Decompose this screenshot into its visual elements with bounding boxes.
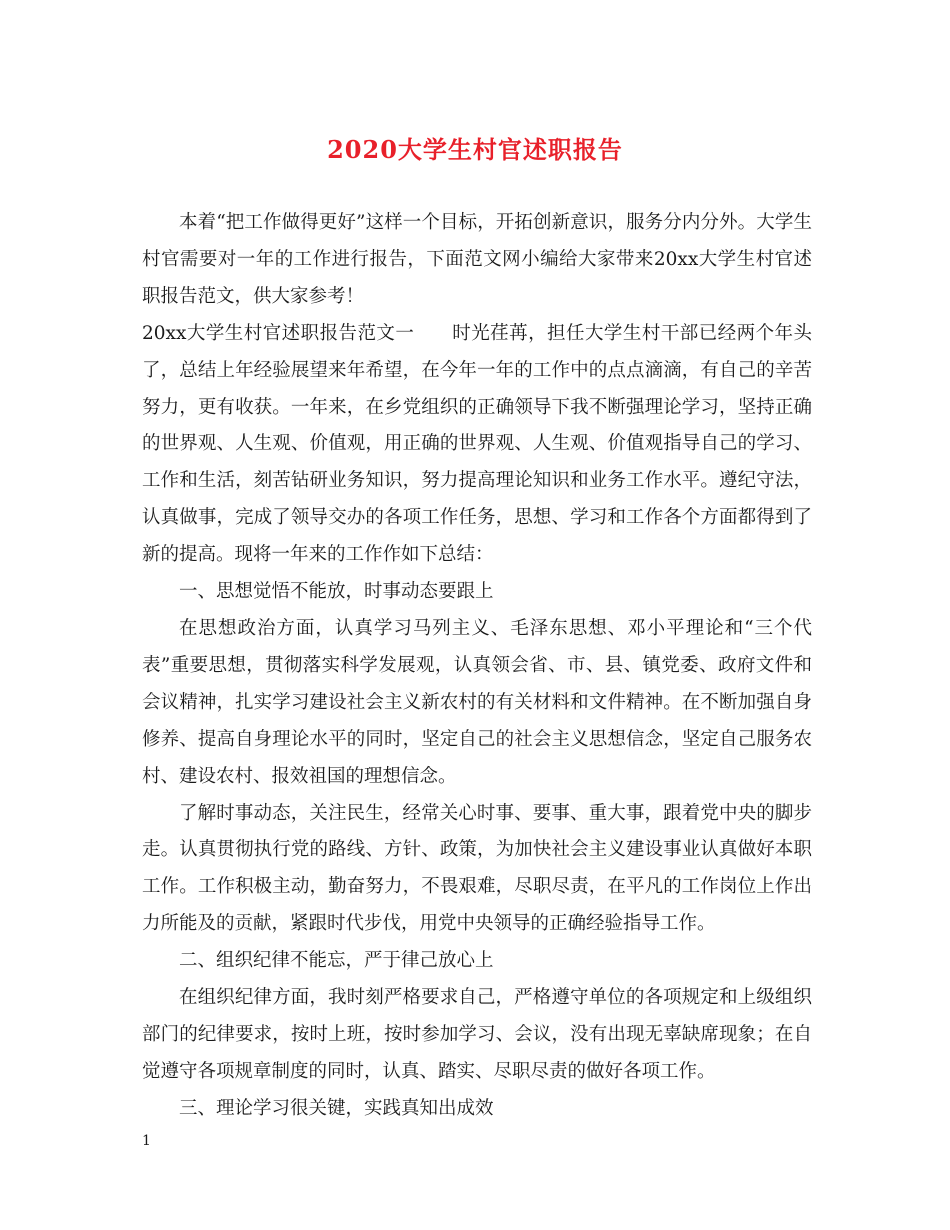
paragraph-1b: 了解时事动态，关注民生，经常关心时事、要事、重大事，跟着党中央的脚步走。认真贯彻执行党的路线、方针、政策，为加快社会主义建设事业认真做好本职工作。工作积极主动，勤奋努力，不畏艰难，尽职尽责，在平凡的工作岗位上作出力所能及的贡献，紧跟时代步伐，用党中央领导的正确经验指导工作。: [142, 802, 812, 935]
page-number: 1: [142, 1133, 151, 1149]
paragraph-2: 在组织纪律方面，我时刻严格要求自己，严格遵守单位的各项规定和上级组织部门的纪律要求，按时上班，按时参加学习、会议，没有出现无辜缺席现象；在自觉遵守各项规章制度的同时，认真、踏实、尽职尽责的做好各项工作。: [142, 987, 812, 1082]
section-heading-1: 一、思想觉悟不能放，时事动态要跟上: [179, 581, 494, 603]
section-intro-paragraph: 20xx大学生村官述职报告范文一 时光荏苒，担任大学生村干部已经两个年头了，总结上年经验展望来年希望，在今年一年的工作中的点点滴滴，有自己的辛苦努力，更有收获。一年来，在乡党组织的正确领导下我不断强理论学习，坚持正确的世界观、人生观、价值观，用正确的世界观、人生观、价值观指导自己的学习、工作和生活，刻苦钻研业务知识，努力提高理论知识和业务工作水平。遵纪守法，认真做事，完成了领导交办的各项工作任务，思想、学习和工作各个方面都得到了新的提高。现将一年来的工作作如下总结：: [142, 322, 812, 566]
paragraph-1a: 在思想政治方面，认真学习马列主义、毛泽东思想、邓小平理论和“三个代表”重要思想，贯彻落实科学发展观，认真领会省、市、县、镇党委、政府文件和会议精神，扎实学习建设社会主义新农村的有关材料和文件精神。在不断加强自身修养、提高自身理论水平的同时，坚定自己的社会主义思想信念，坚定自己服务农村、建设农村、报效祖国的理想信念。: [142, 617, 812, 787]
document-title: 2020大学生村官述职报告: [327, 135, 623, 164]
document-body: [142, 205, 812, 1128]
intro-paragraph: 本着“把工作做得更好”这样一个目标，开拓创新意识，服务分内分外。大学生村官需要对一年的工作进行报告，下面范文网小编给大家带来20xx大学生村官述职报告范文，供大家参考！: [142, 212, 812, 307]
section-heading-3: 三、理论学习很关键，实践真知出成效: [179, 1097, 494, 1119]
section-heading-2: 二、组织纪律不能忘，严于律己放心上: [179, 950, 494, 972]
